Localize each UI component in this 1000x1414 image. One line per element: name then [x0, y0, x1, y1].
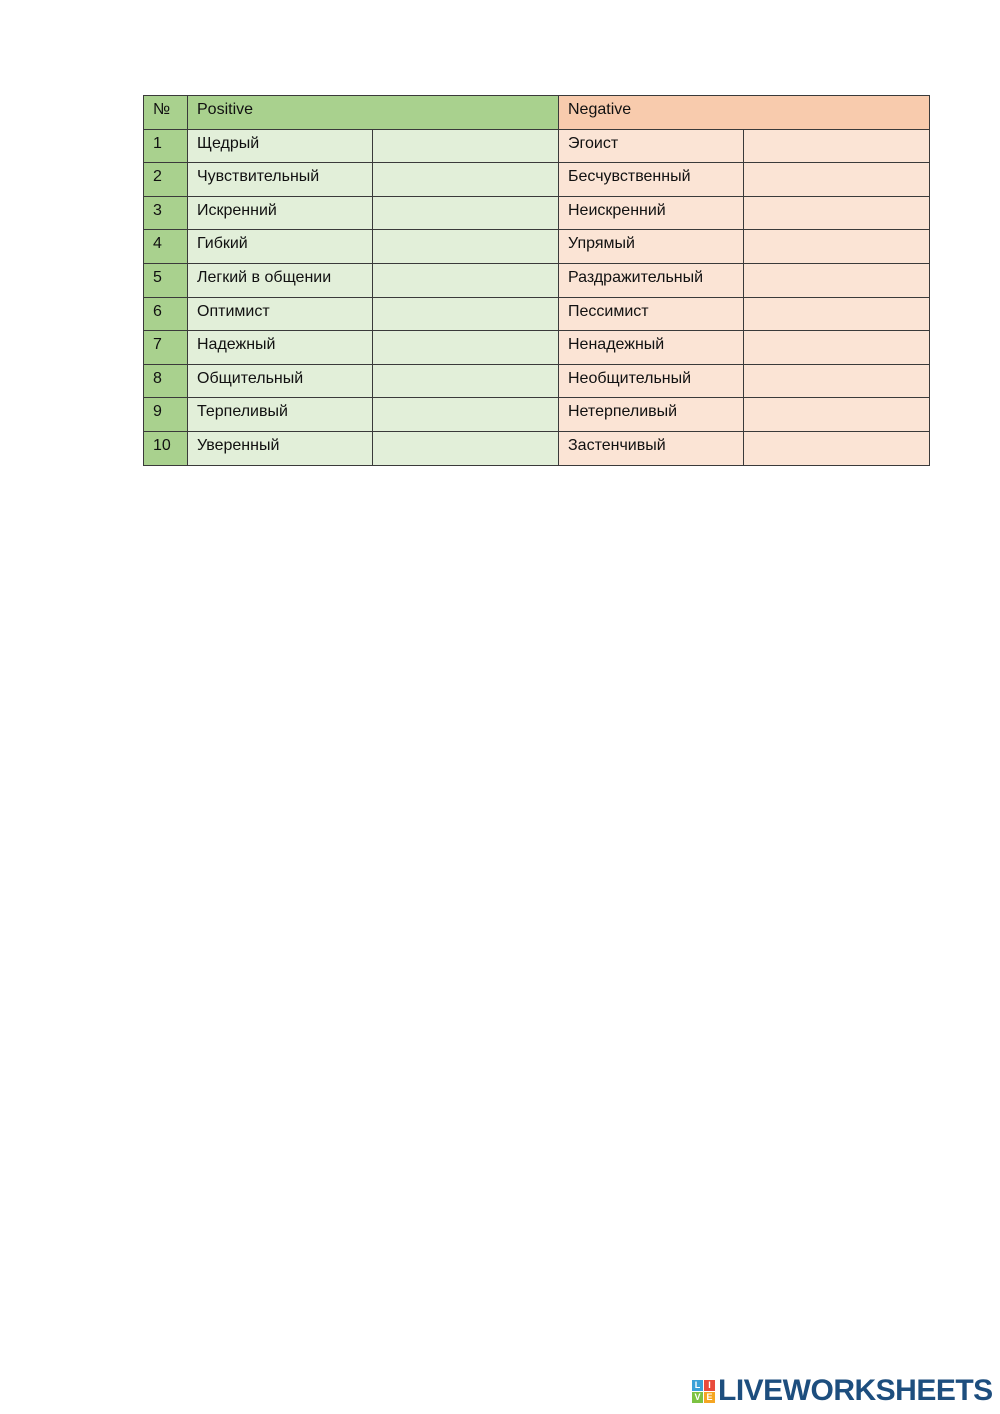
positive-word: Щедрый	[188, 129, 373, 163]
positive-answer-cell[interactable]	[373, 431, 559, 465]
table-row	[144, 129, 930, 163]
table-row	[144, 331, 930, 365]
row-number: 9	[144, 398, 188, 432]
positive-header: Positive	[188, 96, 559, 130]
positive-word: Общительный	[188, 364, 373, 398]
logo-text: LIVEWORKSHEETS	[718, 1374, 993, 1407]
positive-answer-cell[interactable]	[373, 163, 559, 197]
table-row	[144, 263, 930, 297]
negative-answer-cell[interactable]	[744, 364, 930, 398]
positive-word: Уверенный	[188, 431, 373, 465]
positive-answer-cell[interactable]	[373, 297, 559, 331]
number-header: №	[144, 96, 188, 130]
positive-word: Надежный	[188, 331, 373, 365]
negative-word: Эгоист	[559, 129, 744, 163]
liveworksheets-logo	[692, 1374, 993, 1408]
row-number: 4	[144, 230, 188, 264]
negative-word: Бесчувственный	[559, 163, 744, 197]
negative-word: Пессимист	[559, 297, 744, 331]
row-number: 5	[144, 263, 188, 297]
positive-answer-cell[interactable]	[373, 230, 559, 264]
positive-word: Терпеливый	[188, 398, 373, 432]
negative-answer-cell[interactable]	[744, 263, 930, 297]
row-number: 6	[144, 297, 188, 331]
positive-word: Легкий в общении	[188, 263, 373, 297]
positive-word: Чувствительный	[188, 163, 373, 197]
row-number: 8	[144, 364, 188, 398]
negative-answer-cell[interactable]	[744, 230, 930, 264]
positive-word: Гибкий	[188, 230, 373, 264]
negative-answer-cell[interactable]	[744, 431, 930, 465]
row-number: 2	[144, 163, 188, 197]
positive-answer-cell[interactable]	[373, 196, 559, 230]
table-row	[144, 163, 930, 197]
positive-word: Оптимист	[188, 297, 373, 331]
negative-word: Раздражительный	[559, 263, 744, 297]
negative-word: Упрямый	[559, 230, 744, 264]
table-row	[144, 196, 930, 230]
table-header-row	[144, 96, 930, 130]
negative-answer-cell[interactable]	[744, 331, 930, 365]
negative-header: Negative	[559, 96, 930, 130]
table-row	[144, 398, 930, 432]
positive-answer-cell[interactable]	[373, 331, 559, 365]
positive-word: Искренний	[188, 196, 373, 230]
negative-answer-cell[interactable]	[744, 163, 930, 197]
row-number: 3	[144, 196, 188, 230]
liveworksheets-logo-icon: L I V E	[692, 1380, 715, 1403]
positive-answer-cell[interactable]	[373, 398, 559, 432]
table-row	[144, 364, 930, 398]
negative-answer-cell[interactable]	[744, 398, 930, 432]
table-row	[144, 431, 930, 465]
negative-answer-cell[interactable]	[744, 129, 930, 163]
row-number: 7	[144, 331, 188, 365]
positive-answer-cell[interactable]	[373, 364, 559, 398]
positive-answer-cell[interactable]	[373, 129, 559, 163]
negative-word: Неискренний	[559, 196, 744, 230]
vocabulary-table	[143, 95, 930, 466]
negative-answer-cell[interactable]	[744, 297, 930, 331]
negative-word: Необщительный	[559, 364, 744, 398]
negative-word: Застенчивый	[559, 431, 744, 465]
negative-answer-cell[interactable]	[744, 196, 930, 230]
table-row	[144, 230, 930, 264]
row-number: 1	[144, 129, 188, 163]
negative-word: Нетерпеливый	[559, 398, 744, 432]
row-number: 10	[144, 431, 188, 465]
table-row	[144, 297, 930, 331]
negative-word: Ненадежный	[559, 331, 744, 365]
positive-answer-cell[interactable]	[373, 263, 559, 297]
